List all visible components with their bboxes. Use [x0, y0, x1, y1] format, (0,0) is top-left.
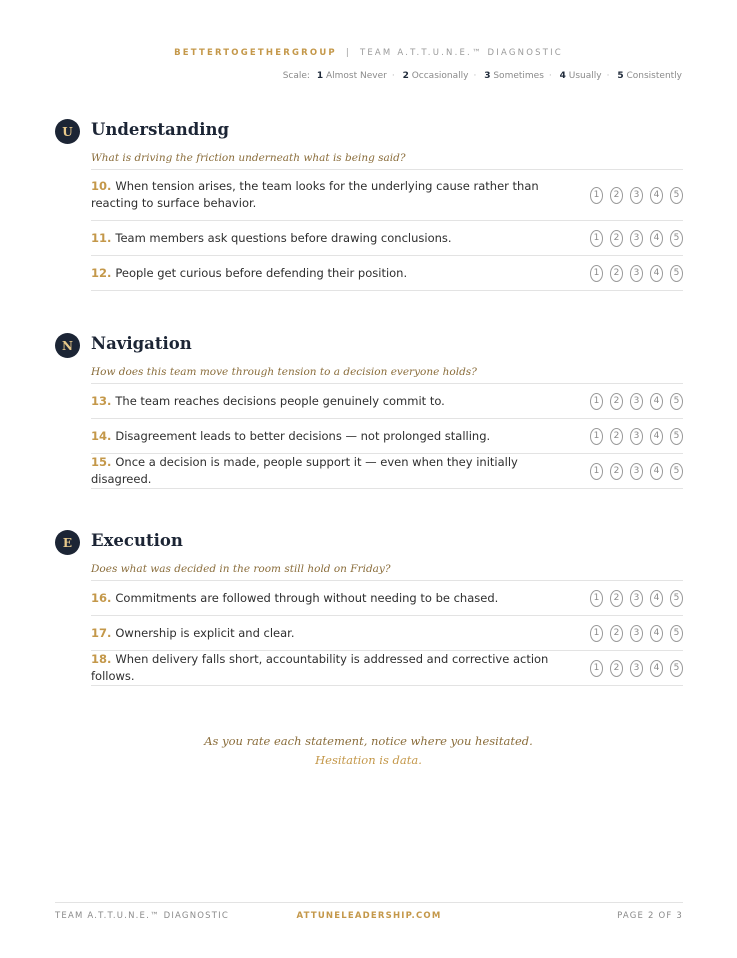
- rating-option-4[interactable]: 4: [650, 428, 663, 445]
- rating-option-3[interactable]: 3: [630, 187, 643, 204]
- question-statement: Team members ask questions before drawing conclusions.: [115, 230, 452, 245]
- question-number: 18.: [91, 652, 112, 666]
- rating-options: [590, 590, 683, 607]
- rating-option-1[interactable]: 1: [590, 463, 603, 480]
- rating-option-5[interactable]: 5: [670, 428, 683, 445]
- question-row: [91, 384, 683, 419]
- rating-option-2[interactable]: 2: [610, 230, 623, 247]
- question-number: 16.: [91, 590, 112, 605]
- question-text: [91, 590, 571, 607]
- rating-option-4[interactable]: 4: [650, 265, 663, 282]
- section-subtitle: Does what was decided in the room still hold on Friday?: [91, 563, 391, 575]
- rating-option-2[interactable]: 2: [610, 590, 623, 607]
- question-statement: The team reaches decisions people genuinely commit to.: [115, 393, 445, 408]
- rating-option-3[interactable]: 3: [630, 230, 643, 247]
- question-number: 12.: [91, 265, 112, 280]
- question-statement: Once a decision is made, people support it — even when they initially disagreed.: [91, 455, 518, 486]
- rating-options: [590, 428, 683, 445]
- rating-options: [590, 265, 683, 282]
- scale-num-4: 4: [559, 71, 566, 81]
- rating-option-1[interactable]: 1: [590, 230, 603, 247]
- scale-label-4: Usually: [568, 71, 602, 81]
- rating-options: [590, 625, 683, 642]
- rating-option-3[interactable]: 3: [630, 463, 643, 480]
- scale-label-5: Consistently: [626, 71, 682, 81]
- footer-website-link[interactable]: ATTUNELEADERSHIP.COM: [296, 911, 442, 921]
- question-statement: Ownership is explicit and clear.: [115, 625, 295, 640]
- rating-option-4[interactable]: 4: [650, 660, 663, 677]
- rating-option-1[interactable]: 1: [590, 625, 603, 642]
- question-number: 14.: [91, 428, 112, 443]
- section-subtitle: How does this team move through tension to a decision everyone holds?: [91, 366, 477, 378]
- question-text: [91, 393, 571, 410]
- question-text: [91, 625, 571, 642]
- rating-option-1[interactable]: 1: [590, 428, 603, 445]
- rating-option-1[interactable]: 1: [590, 660, 603, 677]
- rating-option-5[interactable]: 5: [670, 463, 683, 480]
- question-row: [91, 419, 683, 454]
- rating-option-4[interactable]: 4: [650, 187, 663, 204]
- question-row: [91, 170, 683, 221]
- scale-num-3: 3: [484, 71, 491, 81]
- rating-option-3[interactable]: 3: [630, 590, 643, 607]
- question-statement: When delivery falls short, accountability is addressed and corrective action follows.: [91, 652, 549, 683]
- rating-option-5[interactable]: 5: [670, 625, 683, 642]
- rating-option-1[interactable]: 1: [590, 265, 603, 282]
- rating-option-1[interactable]: 1: [590, 187, 603, 204]
- question-statement: People get curious before defending their position.: [115, 265, 408, 280]
- question-row: [91, 221, 683, 256]
- rating-option-5[interactable]: 5: [670, 590, 683, 607]
- rating-options: [590, 393, 683, 410]
- question-text: [91, 265, 571, 282]
- question-row: [91, 651, 683, 686]
- rating-option-3[interactable]: 3: [630, 428, 643, 445]
- rating-option-2[interactable]: 2: [610, 625, 623, 642]
- question-number: 17.: [91, 625, 112, 640]
- question-row: [91, 616, 683, 651]
- rating-option-3[interactable]: 3: [630, 660, 643, 677]
- rating-option-4[interactable]: 4: [650, 625, 663, 642]
- question-number: 10.: [91, 179, 112, 193]
- page-number: PAGE 2 OF 3: [617, 911, 683, 921]
- rating-option-2[interactable]: 2: [610, 265, 623, 282]
- question-text: [91, 454, 571, 488]
- question-text: [91, 651, 571, 685]
- section-subtitle: What is driving the friction underneath what is being said?: [91, 152, 406, 164]
- question-statement: Commitments are followed through without needing to be chased.: [115, 590, 499, 605]
- rating-options: [590, 463, 683, 480]
- scale-label-3: Sometimes: [493, 71, 544, 81]
- rating-option-1[interactable]: 1: [590, 393, 603, 410]
- document-header: [0, 48, 737, 58]
- rating-option-2[interactable]: 2: [610, 660, 623, 677]
- scale-label-1: Almost Never: [325, 71, 387, 81]
- rating-options: [590, 187, 683, 204]
- rating-options: [590, 660, 683, 677]
- rating-option-4[interactable]: 4: [650, 590, 663, 607]
- question-row: [91, 454, 683, 489]
- section-letter-badge: E: [55, 530, 80, 555]
- question-text: [91, 178, 571, 212]
- rating-option-2[interactable]: 2: [610, 393, 623, 410]
- question-row: [91, 256, 683, 291]
- rating-option-4[interactable]: 4: [650, 463, 663, 480]
- rating-option-2[interactable]: 2: [610, 463, 623, 480]
- rating-option-4[interactable]: 4: [650, 393, 663, 410]
- scale-label-2: Occasionally: [411, 71, 469, 81]
- question-number: 13.: [91, 393, 112, 408]
- question-row: [91, 581, 683, 616]
- rating-option-3[interactable]: 3: [630, 625, 643, 642]
- rating-option-5[interactable]: 5: [670, 187, 683, 204]
- header-separator: |: [345, 48, 351, 58]
- rating-option-2[interactable]: 2: [610, 187, 623, 204]
- scale-num-5: 5: [617, 71, 624, 81]
- rating-scale-legend: Scale: 1 Almost Never · 2 Occasionally · 3 Sometimes · 4 Usually · 5 Consistently: [282, 71, 682, 81]
- rating-options: [590, 230, 683, 247]
- rating-option-5[interactable]: 5: [670, 393, 683, 410]
- rating-option-3[interactable]: 3: [630, 265, 643, 282]
- rating-option-1[interactable]: 1: [590, 590, 603, 607]
- question-text: [91, 230, 571, 247]
- question-list: [91, 580, 683, 686]
- closing-line-2: Hesitation is data.: [315, 753, 422, 767]
- section-title: Understanding: [91, 120, 230, 139]
- rating-option-4[interactable]: 4: [650, 230, 663, 247]
- document-title: TEAM A.T.T.U.N.E.™ DIAGNOSTIC: [359, 48, 563, 58]
- section-letter-badge: N: [55, 333, 80, 358]
- rating-option-5[interactable]: 5: [670, 660, 683, 677]
- scale-num-2: 2: [402, 71, 409, 81]
- section-title: Execution: [91, 531, 183, 550]
- section-letter-badge: U: [55, 119, 80, 144]
- question-statement: Disagreement leads to better decisions — not prolonged stalling.: [115, 428, 491, 443]
- question-number: 15.: [91, 455, 112, 469]
- question-text: [91, 428, 571, 445]
- closing-note: [0, 732, 737, 770]
- footer-divider: [55, 902, 683, 903]
- brand-name: BETTERTOGETHERGROUP: [174, 48, 337, 58]
- rating-option-2[interactable]: 2: [610, 428, 623, 445]
- question-list: [91, 169, 683, 291]
- scale-num-1: 1: [316, 71, 324, 81]
- scale-label: Scale:: [282, 71, 310, 81]
- rating-option-3[interactable]: 3: [630, 393, 643, 410]
- rating-option-5[interactable]: 5: [670, 230, 683, 247]
- rating-option-5[interactable]: 5: [670, 265, 683, 282]
- question-list: [91, 383, 683, 489]
- question-statement: When tension arises, the team looks for the underlying cause rather than reacting to surface behavior.: [91, 179, 539, 210]
- section-title: Navigation: [91, 334, 192, 353]
- footer-title: TEAM A.T.T.U.N.E.™ DIAGNOSTIC: [55, 911, 229, 921]
- closing-line-1: As you rate each statement, notice where you hesitated.: [204, 734, 533, 748]
- question-number: 11.: [91, 230, 112, 245]
